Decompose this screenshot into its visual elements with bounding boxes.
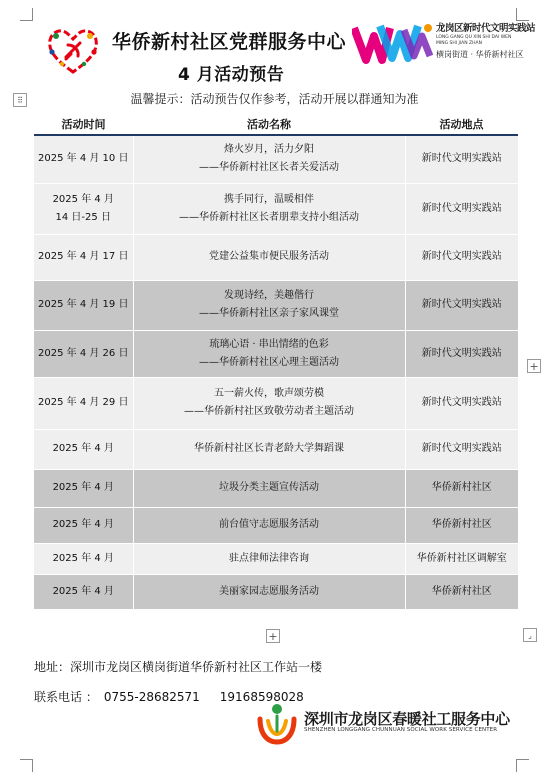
cell-place: 新时代文明实践站 — [405, 280, 518, 330]
address-text: 地址：深圳市龙岗区横岗街道华侨新村社区工作站一楼 — [34, 660, 323, 674]
cell-time: 2025 年 4 月 — [34, 469, 133, 507]
table-header-row — [34, 114, 518, 135]
cell-name: 党建公益集市便民服务活动 — [133, 234, 405, 280]
organization-logo — [254, 701, 524, 745]
cell-name: 垃圾分类主题宣传活动 — [133, 469, 405, 507]
cell-time: 2025 年 4 月 — [34, 574, 133, 609]
cell-name: 烽火岁月，活力夕阳 ——华侨新村社区长者关爱活动 — [133, 135, 405, 183]
cell-place: 华侨新村社区 — [405, 507, 518, 543]
cell-time: 2025 年 4 月 14 日-25 日 — [34, 183, 133, 234]
table-row — [34, 507, 518, 543]
table-row — [34, 429, 518, 469]
table-row — [34, 469, 518, 507]
cell-place: 新时代文明实践站 — [405, 377, 518, 429]
heart-party-emblem-icon — [44, 24, 102, 76]
table-row — [34, 330, 518, 377]
table-row — [34, 543, 518, 574]
table-resize-handle-icon[interactable]: ⌟ — [523, 628, 537, 642]
cell-time: 2025 年 4 月 — [34, 543, 133, 574]
cell-name: 五一薪火传，歌声颂劳模 ——华侨新村社区致敬劳动者主题活动 — [133, 377, 405, 429]
header-name: 活动名称 — [133, 114, 405, 135]
cell-place: 新时代文明实践站 — [405, 330, 518, 377]
cell-name: 华侨新村社区长青老龄大学舞蹈课 — [133, 429, 405, 469]
phone-number-2: 19168598028 — [219, 690, 304, 704]
chunnuan-emblem-icon — [254, 701, 300, 745]
table-row — [34, 135, 518, 183]
cell-place: 华侨新村社区调解室 — [405, 543, 518, 574]
add-column-button[interactable]: + — [527, 359, 541, 373]
cell-name: 发现诗经，美趣偕行 ——华侨新村社区亲子家风课堂 — [133, 280, 405, 330]
phone-number-1: 0755-28682571 — [103, 690, 200, 704]
table-row — [34, 280, 518, 330]
organization-name-cn: 深圳市龙岗区春暖社工服务中心 — [304, 710, 510, 728]
civilization-station-logo — [352, 20, 536, 70]
station-name-en: LONG GANG QU XIN SHI DAI WEN MING SHI JIAN ZHAN — [436, 35, 512, 46]
cell-place: 华侨新村社区 — [405, 469, 518, 507]
cell-time: 2025 年 4 月 10 日 — [34, 135, 133, 183]
header-place: 活动地点 — [405, 114, 518, 135]
table-row — [34, 183, 518, 234]
cell-place: 新时代文明实践站 — [405, 429, 518, 469]
cell-place: 新时代文明实践站 — [405, 234, 518, 280]
activity-schedule-table — [34, 114, 518, 610]
page-title: 华侨新村社区党群服务中心 — [112, 31, 347, 53]
cell-place: 新时代文明实践站 — [405, 183, 518, 234]
table-move-handle-icon[interactable]: ⠿ — [13, 93, 27, 107]
cell-name: 琉璃心语 · 串出情绪的色彩 ——华侨新村社区心理主题活动 — [133, 330, 405, 377]
organization-name-en: SHENZHEN LONGGANG CHUNNUAN SOCIAL WORK SERVICE CENTER — [304, 727, 498, 733]
cell-time: 2025 年 4 月 19 日 — [34, 280, 133, 330]
ww-brand-mark-icon — [352, 20, 434, 66]
cell-place: 华侨新村社区 — [405, 574, 518, 609]
station-subname: 横岗街道 · 华侨新村社区 — [436, 50, 524, 59]
station-name-cn: 龙岗区新时代文明实践站 — [436, 23, 536, 34]
header-time: 活动时间 — [34, 114, 133, 135]
cell-time: 2025 年 4 月 29 日 — [34, 377, 133, 429]
table-row — [34, 234, 518, 280]
page-subtitle: 4 月活动预告 — [178, 65, 285, 85]
phone-label: 联系电话 ： — [34, 690, 98, 704]
cell-time: 2025 年 4 月 — [34, 507, 133, 543]
cell-time: 2025 年 4 月 — [34, 429, 133, 469]
cell-place: 新时代文明实践站 — [405, 135, 518, 183]
table-row — [34, 574, 518, 609]
table-row — [34, 377, 518, 429]
add-row-button[interactable]: + — [266, 629, 280, 643]
crop-mark-top-left — [20, 8, 33, 21]
cell-name: 前台值守志愿服务活动 — [133, 507, 405, 543]
notice-text: 温馨提示：活动预告仅作参考，活动开展以群通知为准 — [130, 92, 419, 106]
cell-time: 2025 年 4 月 26 日 — [34, 330, 133, 377]
crop-mark-bottom-right — [516, 759, 529, 772]
cell-time: 2025 年 4 月 17 日 — [34, 234, 133, 280]
cell-name: 美丽家园志愿服务活动 — [133, 574, 405, 609]
cell-name: 携手同行，温暖相伴 ——华侨新村社区长者朋辈支持小组活动 — [133, 183, 405, 234]
cell-name: 驻点律师法律咨询 — [133, 543, 405, 574]
crop-mark-bottom-left — [20, 759, 33, 772]
